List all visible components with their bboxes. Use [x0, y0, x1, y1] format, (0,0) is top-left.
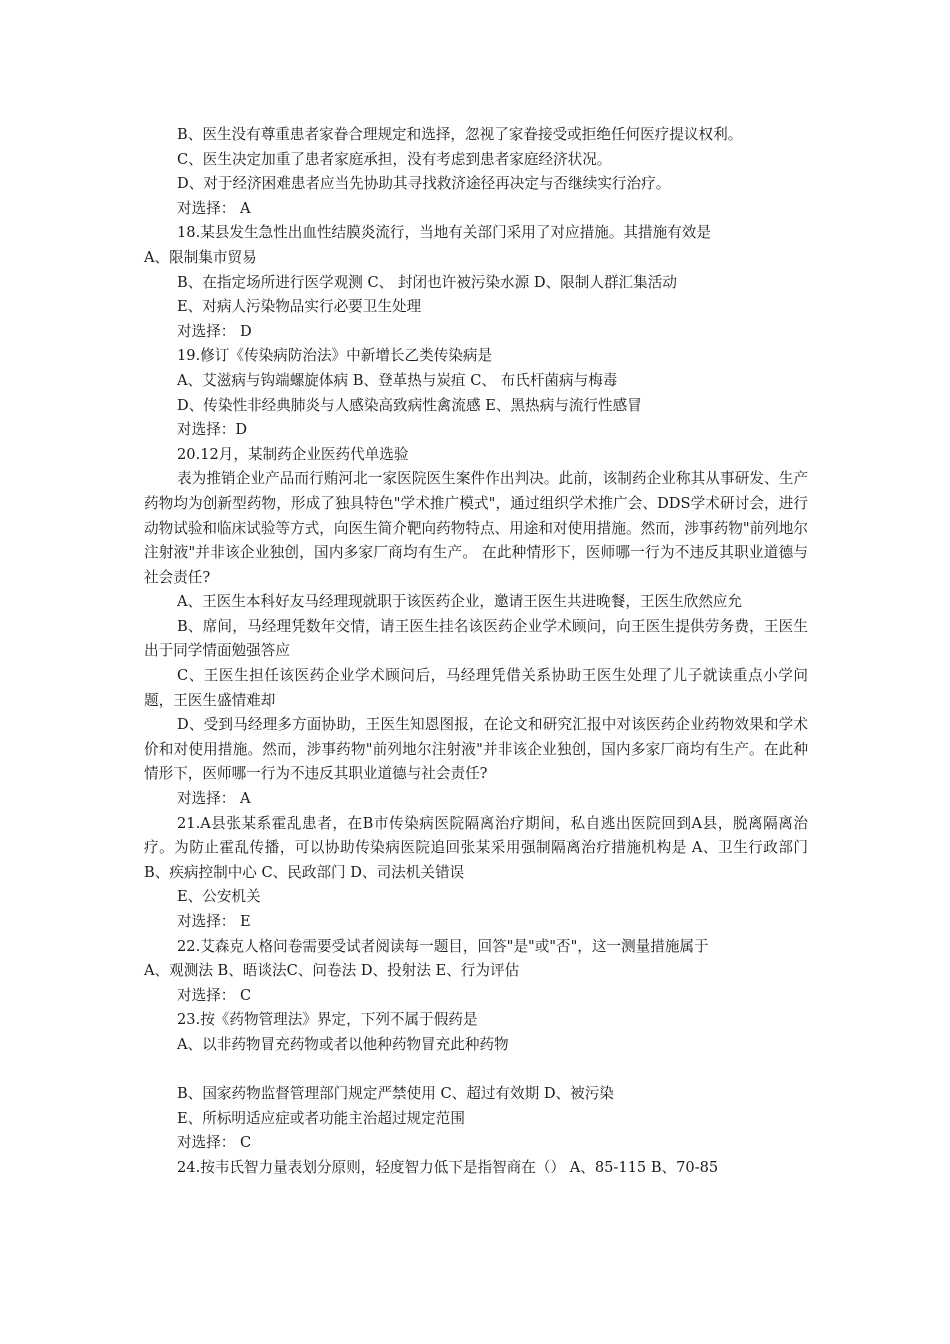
answer-line: 对选择： C [177, 986, 252, 1004]
option-line: B、国家药物监督管理部门规定严禁使用 C、超过有效期 D、被污染 [177, 1085, 614, 1103]
option-line: A、以非药物冒充药物或者以他种药物冒充此种药物 [177, 1035, 509, 1053]
answer-line: 对选择： D [177, 322, 252, 340]
option-line: D、传染性非经典肺炎与人感染高致病性禽流感 E、黑热病与流行性感冒 [177, 396, 642, 414]
option-line: A、限制集市贸易 [144, 248, 257, 266]
question-18: 18.某县发生急性出血性结膜炎流行，当地有关部门采用了对应措施。其措施有效是 [177, 224, 711, 242]
option-line: C、医生决定加重了患者家庭承担，没有考虑到患者家庭经济状况。 [177, 150, 612, 168]
option-line: E、所标明适应症或者功能主治超过规定范围 [177, 1109, 465, 1127]
option-line: D、对于经济困难患者应当先协助其寻找救济途径再决定与否继续实行治疗。 [177, 175, 671, 193]
blank-line [144, 1058, 808, 1083]
question-22: 22.艾森克人格问卷需要受试者阅读每一题目，回答"是"或"否"，这一测量措施属于 [177, 937, 709, 955]
answer-line: 对选择： C [177, 1134, 252, 1152]
question-19: 19.修订《传染病防治法》中新增长乙类传染病是 [177, 347, 493, 365]
option-line: A、艾滋病与钩端螺旋体病 B、登革热与炭疽 C、 布氏杆菌病与梅毒 [177, 371, 618, 389]
option-line: D、受到马经理多方面协助，王医生知恩图报，在论文和研究汇报中对该医药企业药物效果和学术价和对使用措施。然而，涉事药物"前列地尔注射液"并非该企业独创，国内多家厂商均有生产。在此种情形下，医师哪一行为不违反其职业道德与社会责任? [144, 716, 808, 783]
question-24: 24.按韦氏智力量表划分原则，轻度智力低下是指智商在（） A、85-115 B、70-85 [177, 1158, 719, 1176]
answer-line: 对选择： A [177, 790, 251, 808]
answer-line: 对选择：D [177, 421, 248, 439]
option-line: B、在指定场所进行医学观测 C、 封闭也许被污染水源 D、限制人群汇集活动 [177, 273, 677, 291]
option-line: E、公安机关 [177, 888, 261, 906]
option-line: B、席间，马经理凭数年交情，请王医生挂名该医药企业学术顾问，向王医生提供劳务费，王医生出于同学情面勉强答应 [144, 617, 808, 660]
question-20-body: 表为推销企业产品而行贿河北一家医院医生案件作出判决。此前，该制药企业称其从事研发、生产药物均为创新型药物，形成了独具特色"学术推广模式"，通过组织学术推广会、DDS学术研讨会，进行动物试验和临床试验等方式，向医生简介靶向药物特点、用途和对使用措施。然而，涉事药物"前列地尔注射液"并非该企业独创，国内多家厂商均有生产。 在此种情形下，医师哪一行为不违反其职业道德与社会责任? [144, 470, 808, 586]
option-line: B、医生没有尊重患者家眷合理规定和选择，忽视了家眷接受或拒绝任何医疗提议权利。 [177, 126, 743, 143]
answer-line: 对选择： E [177, 913, 251, 930]
option-line: A、王医生本科好友马经理现就职于该医药企业，邀请王医生共进晚餐，王医生欣然应允 [177, 593, 743, 611]
answer-line: 对选择： A [177, 199, 251, 217]
option-line: A、观测法 B、晤谈法C、问卷法 D、投射法 E、行为评估 [144, 962, 520, 980]
document-body [144, 123, 808, 1181]
question-20: 20.12月，某制药企业医药代单选验 [177, 445, 409, 463]
option-line: E、对病人污染物品实行必要卫生处理 [177, 298, 422, 316]
question-23: 23.按《药物管理法》界定，下列不属于假药是 [177, 1011, 478, 1029]
option-line: C、王医生担任该医药企业学术顾问后，马经理凭借关系协助王医生处理了儿子就读重点小学问题，王医生盛情难却 [144, 667, 808, 709]
question-21: 21.A县张某系霍乱患者，在B市传染病医院隔离治疗期间，私自逃出医院回到A县，脱离隔离治疗。为防止霍乱传播，可以协助传染病医院追回张某采用强制隔离治疗措施机构是 A、卫生行政部门 B、疾病控制中心 C、民政部门 D、司法机关错误 [144, 814, 808, 881]
